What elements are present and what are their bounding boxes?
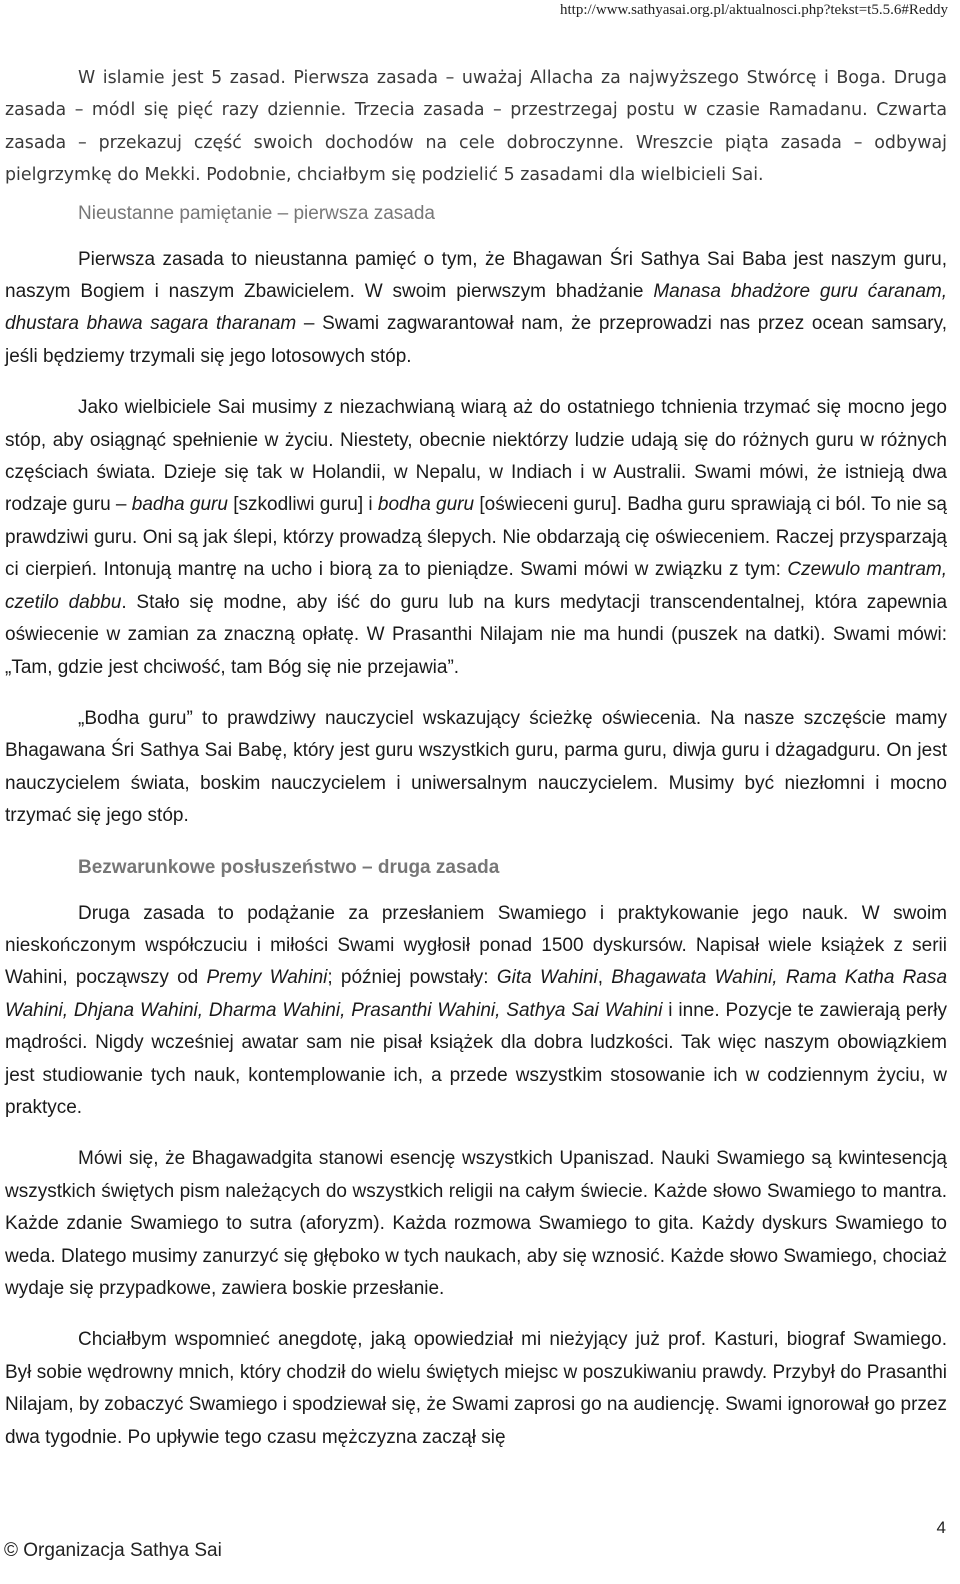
section-heading-2: Bezwarunkowe posłuszeństwo – druga zasada — [78, 856, 500, 878]
intro-paragraph: W islamie jest 5 zasad. Pierwsza zasada – uważaj Allacha za najwyższego Stwórcę i Boga. Druga zasada – módl się pięć razy dziennie. Trzecia zasada – przestrzegaj postu w czasie Ramadanu. Czwarta zasada – przekazuj część swoich dochodów na cele dobroczynne. Wreszcie piąta zasada – odbywaj pielgrzymkę do Mekki. Podobnie, chciałbym się podzielić 5 zasadami dla wielbicieli Sai. — [5, 68, 947, 186]
footer-copyright: © Organizacja Sathya Sai — [4, 1540, 222, 1561]
paragraph: Mówi się, że Bhagawadgita stanowi esencję wszystkich Upaniszad. Nauki Swamiego są kwintesencją wszystkich świętych pism należących do wszystkich religii na całym świecie. Każde słowo Swamiego to mantra. Każde zdanie Swamiego to sutra (aforyzm). Każda rozmowa Swamiego to gita. Każdy dyskurs Swamiego to weda. Dlatego musimy zanurzyć się głęboko w tych naukach, aby się wznosić. Każde słowo Swamiego, chociaż wydaje się przypadkowe, zawiera boskie przesłanie. — [5, 1148, 948, 1299]
paragraph: Chciałbym wspomnieć anegdotę, jaką opowiedział mi nieżyjący już prof. Kasturi, biograf Swamiego. Był sobie wędrowny mnich, który chodził do wielu świętych miejsc w poszukiwaniu prawdy. Przybył do Prasanthi Nilajam, by zobaczyć Swamiego i spodziewał się, że Swami zaprosi go na audiencję. Swami ignorował go przez dwa tygodnie. Po upływie tego czasu mężczyzna zaczął się — [5, 1329, 947, 1448]
page-number: 4 — [936, 1518, 946, 1537]
header-url: http://www.sathyasai.org.pl/aktualnosci.php?tekst=t5.5.6#Reddy — [560, 2, 948, 18]
paragraph: „Bodha guru” to prawdziwy nauczyciel wskazujący ścieżkę oświecenia. Na nasze szczęście mamy Bhagawana Śri Sathya Sai Babę, który jest guru wszystkich guru, parma guru, diwja guru i dżagadguru. On jest nauczycielem świata, boskim nauczycielem i uniwersalnym nauczycielem. Musimy być niezłomni i mocno trzymać się jego stóp. — [5, 707, 947, 827]
section-heading-1: Nieustanne pamiętanie – pierwsza zasada — [78, 202, 435, 224]
paragraph: Jako wielbiciele Sai musimy z niezachwianą wiarą aż do ostatniego tchnienia trzymać się mocno jego stóp, aby osiągnąć spełnienie w życiu. Niestety, obecnie niektórzy ludzie udają się do różnych guru w różnych częściach świata. Dzieje się tak w Holandii, w Nepalu, w Indiach i w Australii. Swami mówi, że istnieją dwa rodzaje guru – badha guru [szkodliwi guru] i bodha guru [oświeceni guru]. Badha guru sprawiają ci ból. To nie są prawdziwi guru. Oni są jak ślepi, którzy prowadzą ślepych. Nie obdarzają cię oświeceniem. Raczej przysparzają ci cierpień. Intonują mantrę na ucho i biorą za to pieniądze. Swami mówi w związku z tym: Czewulo mantram, czetilo dabbu. Stało się modne, aby iść do guru lub na kurs medytacji transcendentalnej, która zapewnia oświecenie w zamian za znaczną opłatę. W Prasanthi Nilajam nie ma hundi (puszek na datki). Swami mówi: „Tam, gdzie jest chciwość, tam Bóg się nie przejawia”. — [5, 397, 948, 678]
paragraph: Pierwsza zasada to nieustanna pamięć o tym, że Bhagawan Śri Sathya Sai Baba jest naszym guru, naszym Bogiem i naszym Zbawicielem. W swoim pierwszym bhadżanie Manasa bhadżore guru ćaranam, dhustara bhawa sagara tharanam – Swami zagwarantował nam, że przeprowadzi nas przez ocean samsary, jeśli będziemy trzymali się jego lotosowych stóp. — [5, 248, 947, 367]
document-body — [5, 62, 947, 1473]
paragraph: Druga zasada to podążanie za przesłaniem Swamiego i praktykowanie jego nauk. W swoim nieskończonym współczuciu i miłości Swami wygłosił ponad 1500 dyskursów. Napisał wiele książek z serii Wahini, począwszy od Premy Wahini; później powstały: Gita Wahini, Bhagawata Wahini, Rama Katha Rasa Wahini, Dhjana Wahini, Dharma Wahini, Prasanthi Wahini, Sathya Sai Wahini i inne. Pozycje te zawierają perły mądrości. Nigdy wcześniej awatar sam nie pisał książek dla dobra ludzkości. Tak więc naszym obowiązkiem jest studiowanie tych nauk, kontemplowanie ich, a przede wszystkim stosowanie ich w codziennym życiu, w praktyce. — [5, 902, 948, 1118]
